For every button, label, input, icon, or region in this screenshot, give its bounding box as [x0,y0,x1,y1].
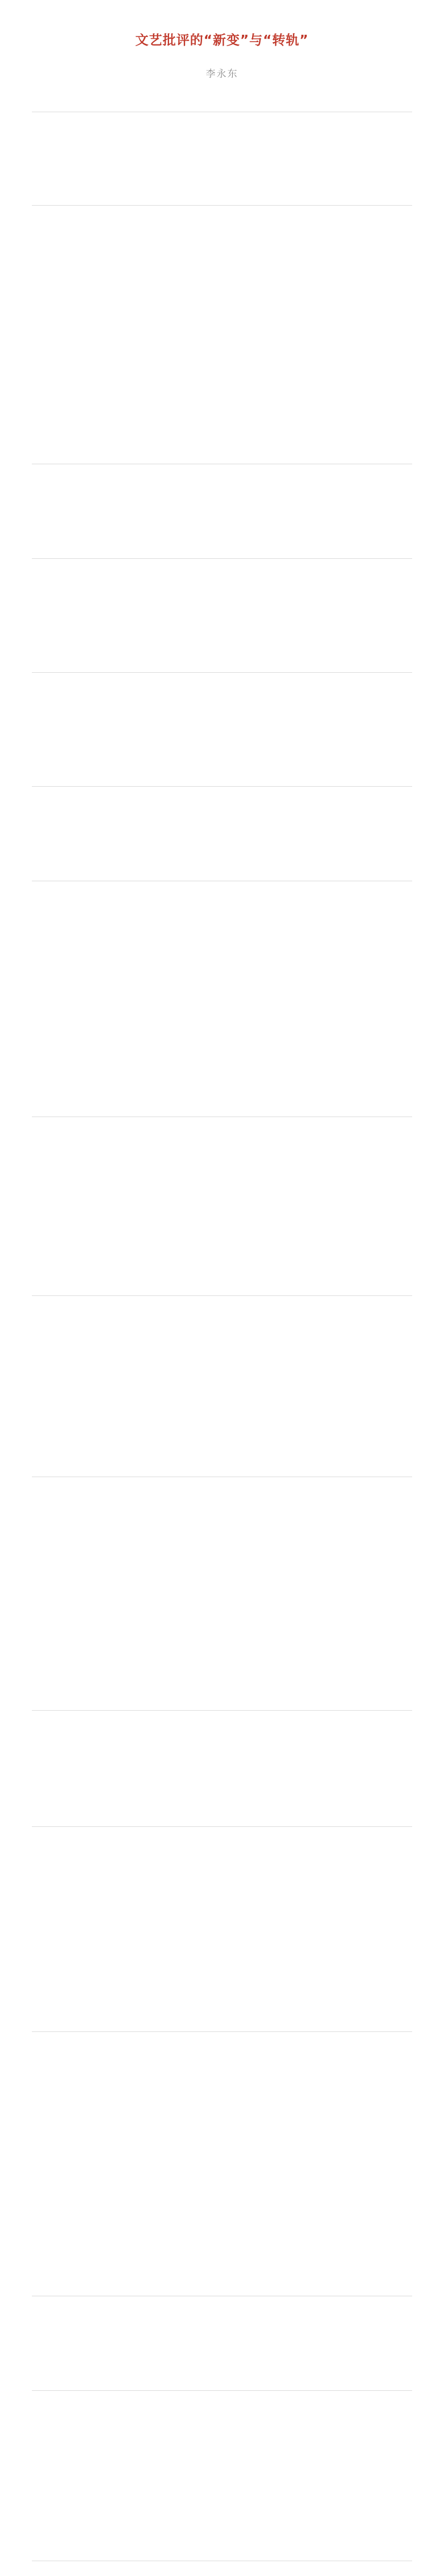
article-paragraph [32,464,412,558]
article-header [0,0,444,112]
article-paragraph [32,112,412,205]
article-paragraph [32,2296,412,2390]
article-paragraph [32,2390,412,2561]
article-paragraph [32,1826,412,2031]
article-paragraph [32,1710,412,1826]
article-body [0,112,444,2561]
article-paragraph [32,558,412,672]
article-paragraph [32,672,412,786]
article-paragraph [32,205,412,464]
article-paragraph [32,2031,412,2296]
article-author: 李永东 [205,68,239,80]
article-paragraph [32,786,412,881]
article-paragraph [32,1477,412,1710]
article-paragraph [32,881,412,1117]
article-title: 文艺批评的“新变”与“转轨” [135,33,309,48]
article-paragraph [32,1295,412,1477]
article-paragraph [32,1117,412,1295]
